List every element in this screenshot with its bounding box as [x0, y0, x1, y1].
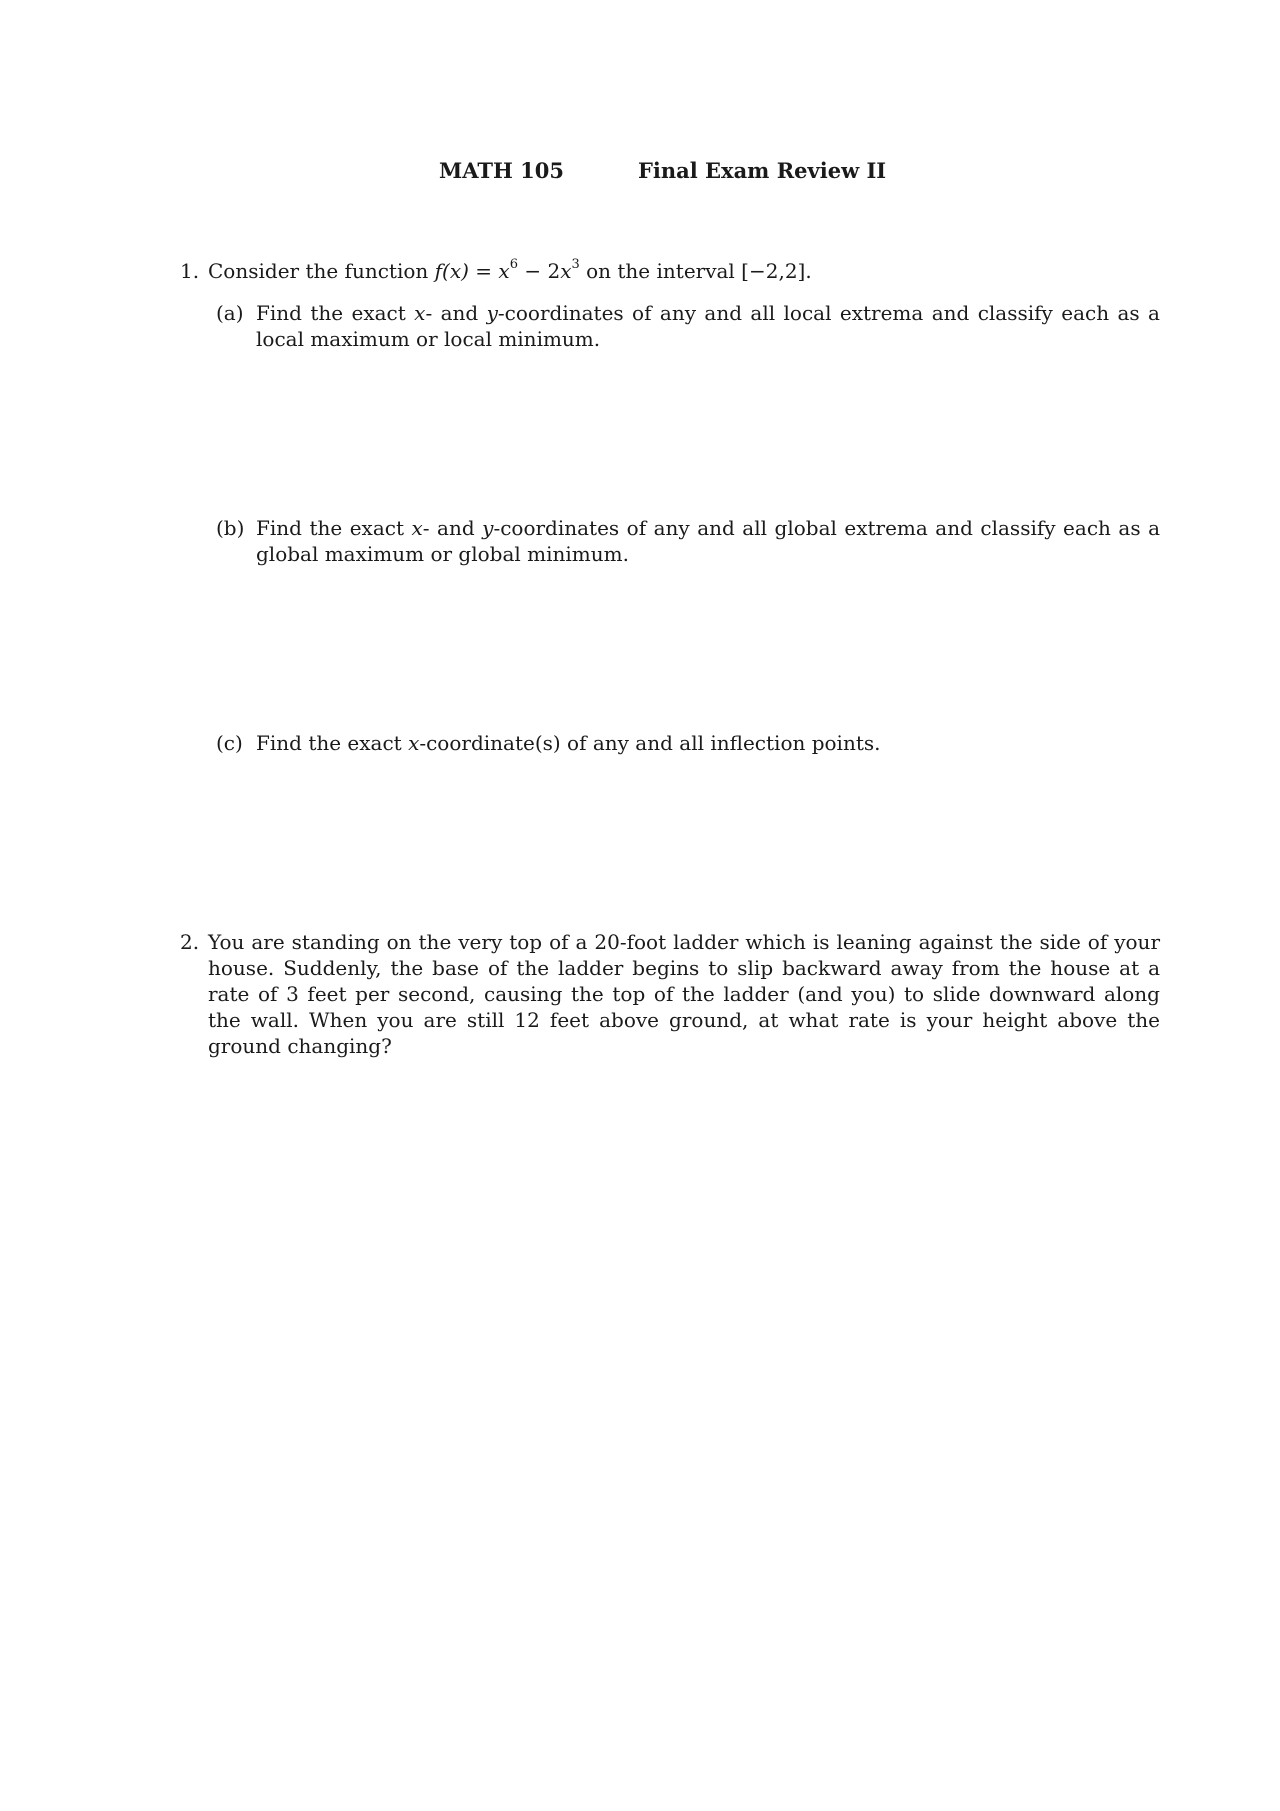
- problem-number: 1.: [180, 259, 200, 283]
- problem-1: [180, 258, 1160, 284]
- part-text: [256, 515, 1160, 567]
- problem-2: [180, 929, 1160, 1059]
- problem-1-part-a: [216, 300, 1160, 352]
- term1-exponent: 6: [509, 257, 518, 273]
- problem-2-statement: You are standing on the very top of a 20-foot ladder which is leaning against the side of your house. Suddenly, the base of the ladder begins to slip backward away from the house at a rate of 3 feet per second, causing the top of the ladder (and you) to slide downward along the wall. When you are still 12 feet above ground, at what rate is your height above the ground changing?: [208, 930, 1160, 1058]
- function-lhs: f(x): [434, 259, 469, 283]
- part-text: [256, 730, 1160, 756]
- problem-1-part-c: [216, 730, 1160, 756]
- var-x: x: [414, 301, 426, 325]
- part-text-pre: Find the exact: [256, 301, 415, 325]
- part-label: (b): [216, 516, 245, 540]
- intro-prefix: Consider the function: [208, 259, 435, 283]
- term1-base: x: [498, 259, 510, 283]
- document-title: Final Exam Review II: [638, 158, 887, 183]
- part-text-post: -coordinate(s) of any and all inflection points.: [419, 731, 881, 755]
- var-y: y: [482, 516, 494, 540]
- part-text-post: -coordinates of any and all global extrema and classify each as a global maximum or global minimum.: [256, 516, 1160, 566]
- course-code: MATH 105: [439, 158, 565, 183]
- part-text-pre: Find the exact: [256, 516, 412, 540]
- problem-1-part-b: [216, 515, 1160, 567]
- problem-1-statement: [208, 258, 1160, 284]
- function-eq: =: [468, 259, 499, 283]
- term2-base: x: [560, 259, 572, 283]
- part-text-post: -coordinates of any and all local extrema and classify each as a local maximum or local minimum.: [256, 301, 1160, 351]
- part-text: [256, 300, 1160, 352]
- var-x: x: [408, 731, 420, 755]
- var-x: x: [411, 516, 423, 540]
- part-label: (a): [216, 301, 244, 325]
- term2-exponent: 3: [571, 257, 580, 273]
- part-text-mid: - and: [425, 301, 487, 325]
- part-text-mid: - and: [422, 516, 483, 540]
- part-label: (c): [216, 731, 243, 755]
- var-y: y: [486, 301, 498, 325]
- problem-number: 2.: [180, 930, 200, 954]
- minus-coef: − 2: [517, 259, 561, 283]
- part-text-pre: Find the exact: [256, 731, 409, 755]
- intro-suffix: on the interval [−2,2].: [579, 259, 812, 283]
